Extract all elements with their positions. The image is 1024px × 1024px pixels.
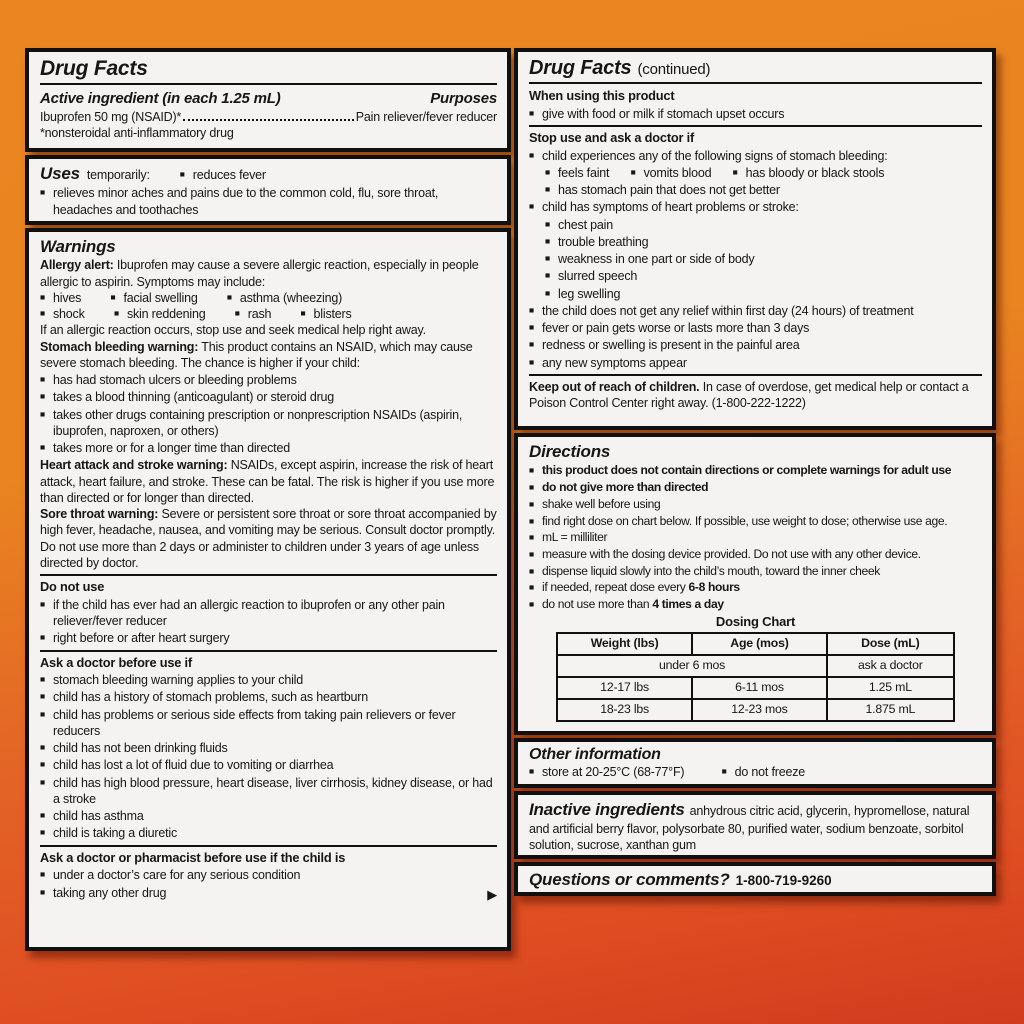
- dosing-chart-cell: 1.25 mL: [827, 677, 954, 699]
- active-ingredient-heading: Active ingredient (in each 1.25 mL): [40, 90, 281, 108]
- freeze-bullet: ■ do not freeze: [722, 764, 805, 780]
- bleeding-sign: ■ vomits blood: [631, 165, 712, 181]
- dotted-leader: [183, 119, 354, 121]
- bleeding-signs-row: [545, 165, 982, 181]
- ask-pharmacist-heading: Ask a doctor or pharmacist before use if the child is: [40, 849, 346, 865]
- symptom-item: ■ rash: [235, 306, 272, 322]
- questions-row: [529, 869, 982, 891]
- other-information-row: [529, 764, 982, 780]
- heart-warning-label: Heart attack and stroke warning:: [40, 458, 228, 473]
- directions-bullet: ■ measure with the dosing device provided. Do not use with any other device.: [529, 547, 982, 563]
- directions-bold-text: 6-8 hours: [688, 580, 740, 595]
- heart-warning-text: NSAIDs, except aspirin, increase the risk of heart attack, heart failure, and stroke. These can be fatal. The risk is higher if you use more than directed or for longer than directed.: [40, 458, 495, 505]
- keep-out-of-reach: [529, 379, 982, 412]
- uses-heading-row: [40, 164, 497, 184]
- symptom-item: ■ shock: [40, 306, 85, 322]
- dosing-chart-cell: 1.875 mL: [827, 699, 954, 721]
- divider: [529, 374, 982, 376]
- stomach-bullet: ■ has had stomach ulcers or bleeding problems: [40, 372, 497, 388]
- stop-use-bullet: ■ child experiences any of the following signs of stomach bleeding:: [529, 148, 982, 164]
- bleeding-sign: ■ has bloody or black stools: [733, 165, 885, 181]
- dosing-chart-header: Age (mos): [692, 633, 827, 655]
- table-row: [557, 699, 954, 721]
- dosing-chart-table: [556, 632, 955, 722]
- directions-bullet: ■ shake well before using: [529, 497, 982, 513]
- stop-use-sub-bullet: ■ chest pain: [545, 217, 982, 233]
- when-using-heading: When using this product: [529, 88, 675, 103]
- allergy-followup: If an allergic reaction occurs, stop use and seek medical help right away.: [40, 323, 426, 338]
- ingredient-purpose: Pain reliever/fever reducer: [355, 109, 497, 124]
- dosing-chart-title: Dosing Chart: [715, 613, 796, 629]
- stop-use-sub-bullet: ■ weakness in one part or side of body: [545, 251, 982, 267]
- panel-other-information: [514, 738, 996, 788]
- active-ingredient-header-row: [40, 89, 497, 109]
- inactive-ingredients-heading: Inactive ingredients: [529, 800, 685, 819]
- stop-use-bullet: ■ redness or swelling is present in the painful area: [529, 337, 982, 353]
- ingredient-footnote: *nonsteroidal anti-inflammatory drug: [40, 125, 234, 140]
- divider: [529, 125, 982, 127]
- divider: [40, 845, 497, 847]
- do-not-use-heading: Do not use: [40, 579, 105, 595]
- drug-facts-title: Drug Facts: [40, 57, 148, 80]
- dosing-chart-header: Dose (mL): [827, 633, 954, 655]
- directions-bullet: [529, 597, 982, 613]
- symptom-row-1: [40, 290, 497, 306]
- divider: [40, 83, 497, 85]
- purposes-heading: Purposes: [430, 90, 497, 108]
- dosing-chart-cell: 12-17 lbs: [557, 677, 692, 699]
- dosing-chart-cell: 18-23 lbs: [557, 699, 692, 721]
- stomach-bullet: ■ takes a blood thinning (anticoagulant) or steroid drug: [40, 389, 497, 405]
- table-row: [557, 677, 954, 699]
- uses-lead: temporarily:: [86, 168, 150, 182]
- ask-pharmacist-bullet: ■ taking any other drug: [53, 885, 167, 900]
- directions-bullet: ■ mL = milliliter: [529, 530, 982, 546]
- when-using-bullet: ■ give with food or milk if stomach upset occurs: [529, 106, 982, 122]
- do-not-use-bullet: ■ if the child has ever had an allergic reaction to ibuprofen or any other pain reliever/fever reducer: [40, 597, 497, 630]
- allergy-alert-label: Allergy alert:: [40, 258, 114, 273]
- symptom-item: ■ facial swelling: [110, 290, 197, 306]
- bleeding-sign: ■ feels faint: [545, 165, 609, 181]
- stop-use-bullet: ■ fever or pain gets worse or lasts more than 3 days: [529, 320, 982, 336]
- divider: [40, 574, 497, 576]
- dosing-chart-header: Weight (lbs): [557, 633, 692, 655]
- dosing-chart-cell: under 6 mos: [557, 655, 827, 677]
- warnings-heading: Warnings: [40, 237, 116, 256]
- panel-questions: [514, 862, 996, 896]
- stop-use-sub-bullet: ■ trouble breathing: [545, 234, 982, 250]
- ask-doctor-bullet: ■ child is taking a diuretic: [40, 825, 497, 841]
- directions-heading: Directions: [529, 442, 611, 461]
- dosing-chart-cell: 6-11 mos: [692, 677, 827, 699]
- divider: [40, 650, 497, 652]
- uses-bullet: ■ relieves minor aches and pains due to the common cold, flu, sore throat, headaches and toothaches: [40, 185, 497, 218]
- ingredient-name: Ibuprofen 50 mg (NSAID)*: [40, 109, 182, 124]
- right-panel: [514, 48, 996, 896]
- allergy-alert: [40, 257, 497, 290]
- storage-bullet: ■ store at 20-25°C (68-77°F): [529, 764, 684, 780]
- ask-doctor-bullet: ■ child has a history of stomach problems, such as heartburn: [40, 689, 497, 705]
- panel-active-ingredient: [25, 48, 511, 152]
- panel-uses: [25, 155, 511, 225]
- directions-text: if needed, repeat dose every: [542, 580, 689, 595]
- drug-facts-continued-title: Drug Facts: [529, 57, 632, 79]
- ask-doctor-bullet: ■ child has high blood pressure, heart disease, liver cirrhosis, kidney disease, or had a stroke: [40, 775, 497, 808]
- stomach-warning-text: This product contains an NSAID, which may cause severe stomach bleeding. The chance is higher if your child:: [40, 339, 473, 370]
- symptom-row-2: [40, 306, 497, 322]
- symptom-item: ■ blisters: [301, 306, 352, 322]
- ingredient-row: [40, 109, 497, 125]
- stomach-bullet: ■ takes more or for a longer time than directed: [40, 440, 497, 456]
- dosing-chart-cell: 12-23 mos: [692, 699, 827, 721]
- stop-use-bullet: ■ child has symptoms of heart problems or stroke:: [529, 199, 982, 215]
- ask-doctor-bullet: ■ child has lost a lot of fluid due to vomiting or diarrhea: [40, 757, 497, 773]
- symptom-item: ■ asthma (wheezing): [227, 290, 342, 306]
- inactive-ingredients-text: anhydrous citric acid, glycerin, hypromellose, natural and artificial berry flavor, polysorbate 80, purified water, sodium benzoate, sorbitol solution, sucrose, xanthan gum: [529, 804, 970, 853]
- drug-facts-continued-title-row: [529, 57, 982, 80]
- ask-pharmacist-bullet-row: [40, 885, 497, 901]
- dosing-chart-header-row: [557, 633, 954, 655]
- directions-bullet: ■ find right dose on chart below. If possible, use weight to dose; otherwise use age.: [529, 514, 982, 530]
- ask-doctor-bullet: ■ child has not been drinking fluids: [40, 740, 497, 756]
- questions-heading: Questions or comments?: [529, 870, 730, 889]
- sore-throat-warning: [40, 506, 497, 571]
- sore-throat-warning-label: Sore throat warning:: [40, 507, 159, 522]
- stop-use-sub-bullet: ■ slurred speech: [545, 268, 982, 284]
- uses-heading: Uses: [40, 164, 80, 183]
- stomach-bullet: ■ takes other drugs containing prescription or nonprescription NSAIDs (aspirin, ibuprofen, naproxen, or others): [40, 407, 497, 440]
- keep-out-label: Keep out of reach of children.: [529, 379, 700, 394]
- stomach-warning-label: Stomach bleeding warning:: [40, 339, 199, 354]
- ask-doctor-heading: Ask a doctor before use if: [40, 654, 192, 670]
- ask-doctor-bullet: ■ child has asthma: [40, 808, 497, 824]
- stop-use-sub-bullet: ■ has stomach pain that does not get better: [545, 182, 982, 198]
- panel-continued: [514, 48, 996, 430]
- divider: [529, 82, 982, 84]
- panel-directions: [514, 433, 996, 735]
- continued-suffix: (continued): [637, 61, 711, 78]
- stop-use-bullet: ■ any new symptoms appear: [529, 355, 982, 371]
- panel-warnings: [25, 228, 511, 951]
- ask-doctor-bullet: ■ child has problems or serious side effects from taking pain relievers or fever reducers: [40, 707, 497, 740]
- table-row: [557, 655, 954, 677]
- keep-out-text: In case of overdose, get medical help or contact a Poison Control Center right away. (1-800-222-1222): [529, 379, 969, 410]
- directions-bullet: ■ this product does not contain directions or complete warnings for adult use: [529, 463, 982, 479]
- directions-text: do not use more than: [542, 597, 653, 612]
- directions-bullet: ■ do not give more than directed: [529, 480, 982, 496]
- do-not-use-bullet: ■ right before or after heart surgery: [40, 630, 497, 646]
- symptom-item: ■ hives: [40, 290, 81, 306]
- ask-doctor-bullet: ■ stomach bleeding warning applies to your child: [40, 672, 497, 688]
- stomach-warning: [40, 339, 497, 372]
- ask-pharmacist-bullet: ■ under a doctor’s care for any serious condition: [40, 867, 497, 883]
- stop-use-sub-bullet: ■ leg swelling: [545, 286, 982, 302]
- heart-warning: [40, 457, 497, 506]
- sore-throat-warning-text: Severe or persistent sore throat or sore throat accompanied by high fever, headache, nausea, and vomiting may be serious. Consult doctor promptly. Do not use more than 2 days or administer to children under 3 years of age unless directed by doctor.: [40, 507, 497, 570]
- uses-inline-bullet: ■ reduces fever: [180, 167, 266, 183]
- left-panel: [25, 48, 511, 951]
- dosing-chart-cell: ask a doctor: [827, 655, 954, 677]
- continued-arrow-icon: ▶: [487, 886, 497, 902]
- allergy-alert-text: Ibuprofen may cause a severe allergic reaction, especially in people allergic to aspirin. Symptoms may include:: [40, 258, 479, 289]
- stop-use-heading: Stop use and ask a doctor if: [529, 129, 695, 145]
- other-information-heading: Other information: [529, 746, 661, 763]
- directions-bullet: ■ dispense liquid slowly into the child’s mouth, toward the inner cheek: [529, 564, 982, 580]
- stop-use-bullet: ■ the child does not get any relief within first day (24 hours) of treatment: [529, 303, 982, 319]
- panel-inactive-ingredients: [514, 791, 996, 859]
- symptom-item: ■ skin reddening: [114, 306, 206, 322]
- questions-phone: 1-800-719-9260: [735, 873, 832, 888]
- directions-bullet: [529, 580, 982, 596]
- inactive-ingredients: [529, 799, 982, 854]
- directions-bold-text: 4 times a day: [652, 597, 724, 612]
